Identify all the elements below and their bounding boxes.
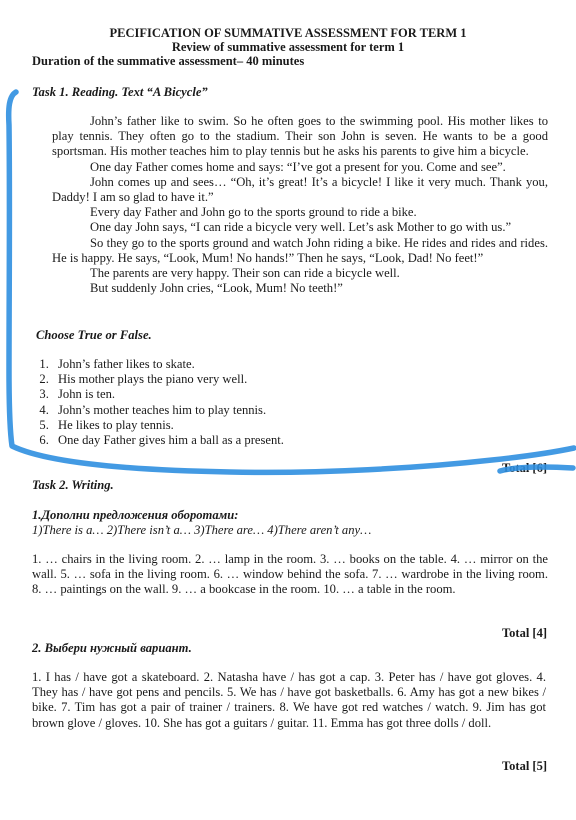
duration-line: Duration of the summative assessment– 40 minutes (32, 54, 305, 68)
reading-paragraph: But suddenly John cries, “Look, Mum! No teeth!” (90, 281, 343, 296)
task1-heading: Task 1. Reading. Text “A Bicycle” (32, 85, 208, 99)
exercise2-total: Total [5] (501, 759, 547, 773)
list-item: 2. His mother plays the piano very well. (52, 372, 552, 387)
reading-paragraph: One day John says, “I can ride a bicycle very well. Let’s ask Mother to go with us.” (90, 220, 512, 235)
task1-total: Total [6] (501, 461, 547, 475)
exercise1-text: 1. … chairs in the living room. 2. … lamp in the room. 3. … books on the table. 4. … mirror on the wall. 5. … sofa in the living room. 6. … window behind the sofa. 7. … wardrobe in the living room. 8. … paintings on the wall. 9. … a bookcase in the room. 10. … a table in the room. (32, 552, 548, 597)
ink-stroke (9, 92, 574, 472)
choose-heading: Choose True or False. (36, 328, 152, 342)
document-title: PECIFICATION OF SUMMATIVE ASSESSMENT FOR TERM 1 (109, 26, 467, 40)
list-item: 4. John’s mother teaches him to play tennis. (52, 403, 552, 418)
reading-paragraph: One day Father comes home and says: “I’ve got a present for you. Come and see”. (90, 159, 506, 174)
list-item: 3. John is ten. (52, 387, 552, 402)
exercise1-heading: 1.Дополни предложения оборотами: (32, 508, 239, 522)
exercise1-total: Total [4] (501, 626, 547, 640)
reading-paragraph: John’s father like to swim. So he often goes to the swimming pool. His mother likes to play tennis. They often go to the stadium. Their son John is seven. He wants to be a good sportsman. His mother teaches him to play tennis but he asks his parents to give him a bicycle. (52, 114, 548, 159)
document-subtitle: Review of summative assessment for term 1 (171, 40, 405, 54)
list-item: 5. He likes to play tennis. (52, 418, 552, 433)
reading-paragraph: The parents are very happy. Their son can ride a bicycle well. (90, 266, 400, 281)
reading-paragraph: So they go to the sports ground and watch John riding a bike. He rides and rides and rides. He is happy. He says, “Look, Mum! No hands!” Then he says, “Look, Dad! No feet!” (52, 235, 548, 265)
reading-paragraph: Every day Father and John go to the sports ground to ride a bike. (90, 205, 417, 220)
list-item: 1. John’s father likes to skate. (52, 357, 552, 372)
reading-paragraph: John comes up and sees… “Oh, it’s great! It’s a bicycle! I like it very much. Thank you, Daddy! I am so glad to have it.” (52, 174, 548, 205)
task2-heading: Task 2. Writing. (32, 478, 114, 492)
exercise2-text: 1. I has / have got a skateboard. 2. Natasha have / has got a cap. 3. Peter has / have got gloves. 4. They has / have got pens and pencils. 5. We has / have got basketballs. 6. Amy has got a new bikes / bike. 7. Tim has got a pair of trainer / trainers. 8. We have got red watches / watch. 9. Jim has got brown glove / gloves. 10. She has got a guitars / guitar. 11. Emma has got three dolls / doll. (32, 670, 546, 730)
exercise1-options: 1)There is a… 2)There isn’t a… 3)There are… 4)There aren’t any… (32, 523, 372, 537)
exercise2-heading: 2. Выбери нужный вариант. (32, 641, 192, 655)
list-item: 6. One day Father gives him a ball as a present. (52, 433, 552, 448)
